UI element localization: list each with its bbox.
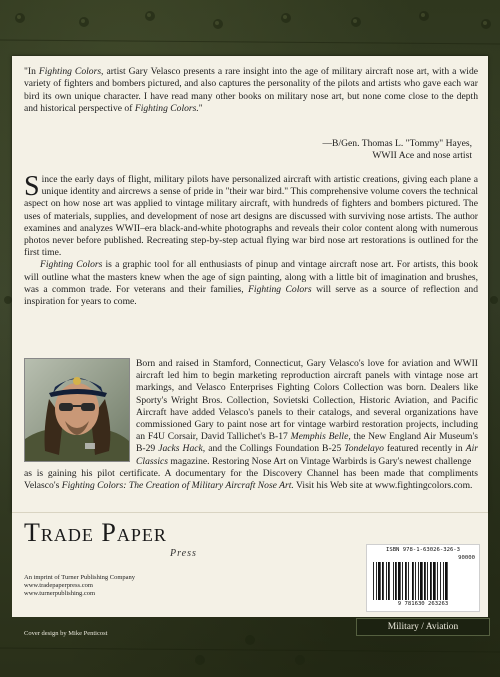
quote-text-body: artist Gary Velasco presents a rare insight into the age of military aircraft nose art, with a wide variety of fighters and bombers pictured, and also captures the personality of the pilots and artists who gave each war bird its own unique character. I have read many other books on military nose art, but none come close to the depth and historical perspective of	[24, 66, 479, 115]
attribution-name: —B/Gen. Thomas L. "Tommy" Hayes,	[322, 138, 472, 149]
bio-text-g: Visit his Web site at www.fightingcolors.com.	[293, 480, 473, 492]
bio-documentary-title: Fighting Colors: The Creation of Military Aircraft Nose Art.	[61, 480, 294, 492]
barcode-bars	[373, 562, 473, 600]
logo-wordmark: Trade Paper	[24, 518, 167, 547]
logo-press: Press	[170, 548, 197, 559]
endorsement-quote	[24, 66, 478, 116]
publisher-logo	[24, 518, 234, 566]
bio-text-f: as is gaining his pilot certificate. A documentary for the Discovery Channel has been made that compliments Velasco's	[24, 468, 478, 492]
quote-text-end: "	[198, 103, 203, 115]
cover-design-credit: Cover design by Mike Penticost	[24, 630, 108, 637]
quote-book-title-2: Fighting Colors.	[134, 103, 199, 115]
isbn-number: ISBN 978-1-63026-326-3	[385, 547, 461, 553]
bio-text-c: and the Collings Foundation B-25	[205, 443, 345, 455]
book-description	[24, 171, 479, 308]
bio-text-d: featured recently in	[383, 443, 466, 455]
description-paragraph-2a: is a graphic tool for all enthusiasts of pinup and vintage aircraft nose art. For artists, this book will outline what the masters knew when the age of sign painting, along with a little bit of imagination and brushes, was a common trade. For veterans and their families,	[24, 259, 478, 295]
bio-magazine: Air Classics	[136, 443, 478, 467]
publisher-imprint	[24, 574, 224, 598]
description-book-title-2: Fighting Colors	[248, 283, 312, 295]
author-bio-continued	[24, 468, 478, 492]
quote-book-title: Fighting Colors,	[38, 66, 104, 77]
quote-text-start: "In	[24, 66, 39, 77]
imprint-website-1: www.tradepaperpress.com	[24, 582, 93, 589]
bio-text-a: Born and raised in Stamford, Connecticut, Gary Velasco's love for aviation and WWII aircraft led him to begin marketing reproduction aircraft panels with vintage nose art markings, and Velasco Enterprises Fighting Colors Collection was born. Dealers like Sporty's Wright Bros. Collection, Sovietski Collection, Historic Aviation, and Pacific Aircraft have added Velasco's panels to their catalogs, and several organizations have commissioned Gary to paint nose art for vintage warbird restoration projects, including an F4U Corsair, David Tallichet's B-17	[136, 358, 478, 443]
bio-aircraft-3: Tondelayo	[344, 443, 384, 455]
bio-text-e: magazine. Restoring Nose Art on Vintage Warbirds is Gary's newest challenge	[168, 455, 472, 467]
imprint-website-2: www.turnerpublishing.com	[24, 590, 96, 597]
attribution-title: WWII Ace and nose artist	[372, 150, 472, 162]
bio-aircraft-1: Memphis Belle,	[290, 431, 351, 443]
imprint-line: An imprint of Turner Publishing Company	[24, 574, 136, 581]
description-paragraph-2b: will serve as a source of reflection and inspiration for years to come.	[24, 283, 479, 308]
quote-attribution	[232, 138, 472, 163]
author-bio	[136, 358, 478, 468]
description-paragraph-1: ince the early days of flight, military pilots have personalized aircraft with artistic creations, giving each plane a unique identity and aircrews a sense of pride in "their war bird." This comprehensive volume covers the technical aspect on how nose art was applied to vintage military aircraft, with hundreds of fighters and bombers pictured. The uses of materials, supplies, and development of nose art designs are discussed with surviving nose artists. The author examines and analyzes WWII–era black-and-white photographs and reveals their color content along with numerous photos never before published. Recreating step-by-step actual flying war bird nose art restorations is outlined for the first time.	[24, 174, 478, 259]
barcode	[366, 544, 480, 612]
drop-cap: S	[24, 171, 40, 202]
description-book-title: Fighting Colors	[40, 259, 103, 271]
bio-aircraft-2: Jacks Hack,	[158, 443, 206, 455]
author-photo	[24, 358, 130, 462]
price-code: 90000	[458, 555, 475, 561]
category-label: Military / Aviation	[356, 618, 490, 636]
bio-text-b: the New England Air Museum's B-29	[136, 431, 478, 455]
ean-number: 9 781630 263263	[397, 601, 449, 607]
